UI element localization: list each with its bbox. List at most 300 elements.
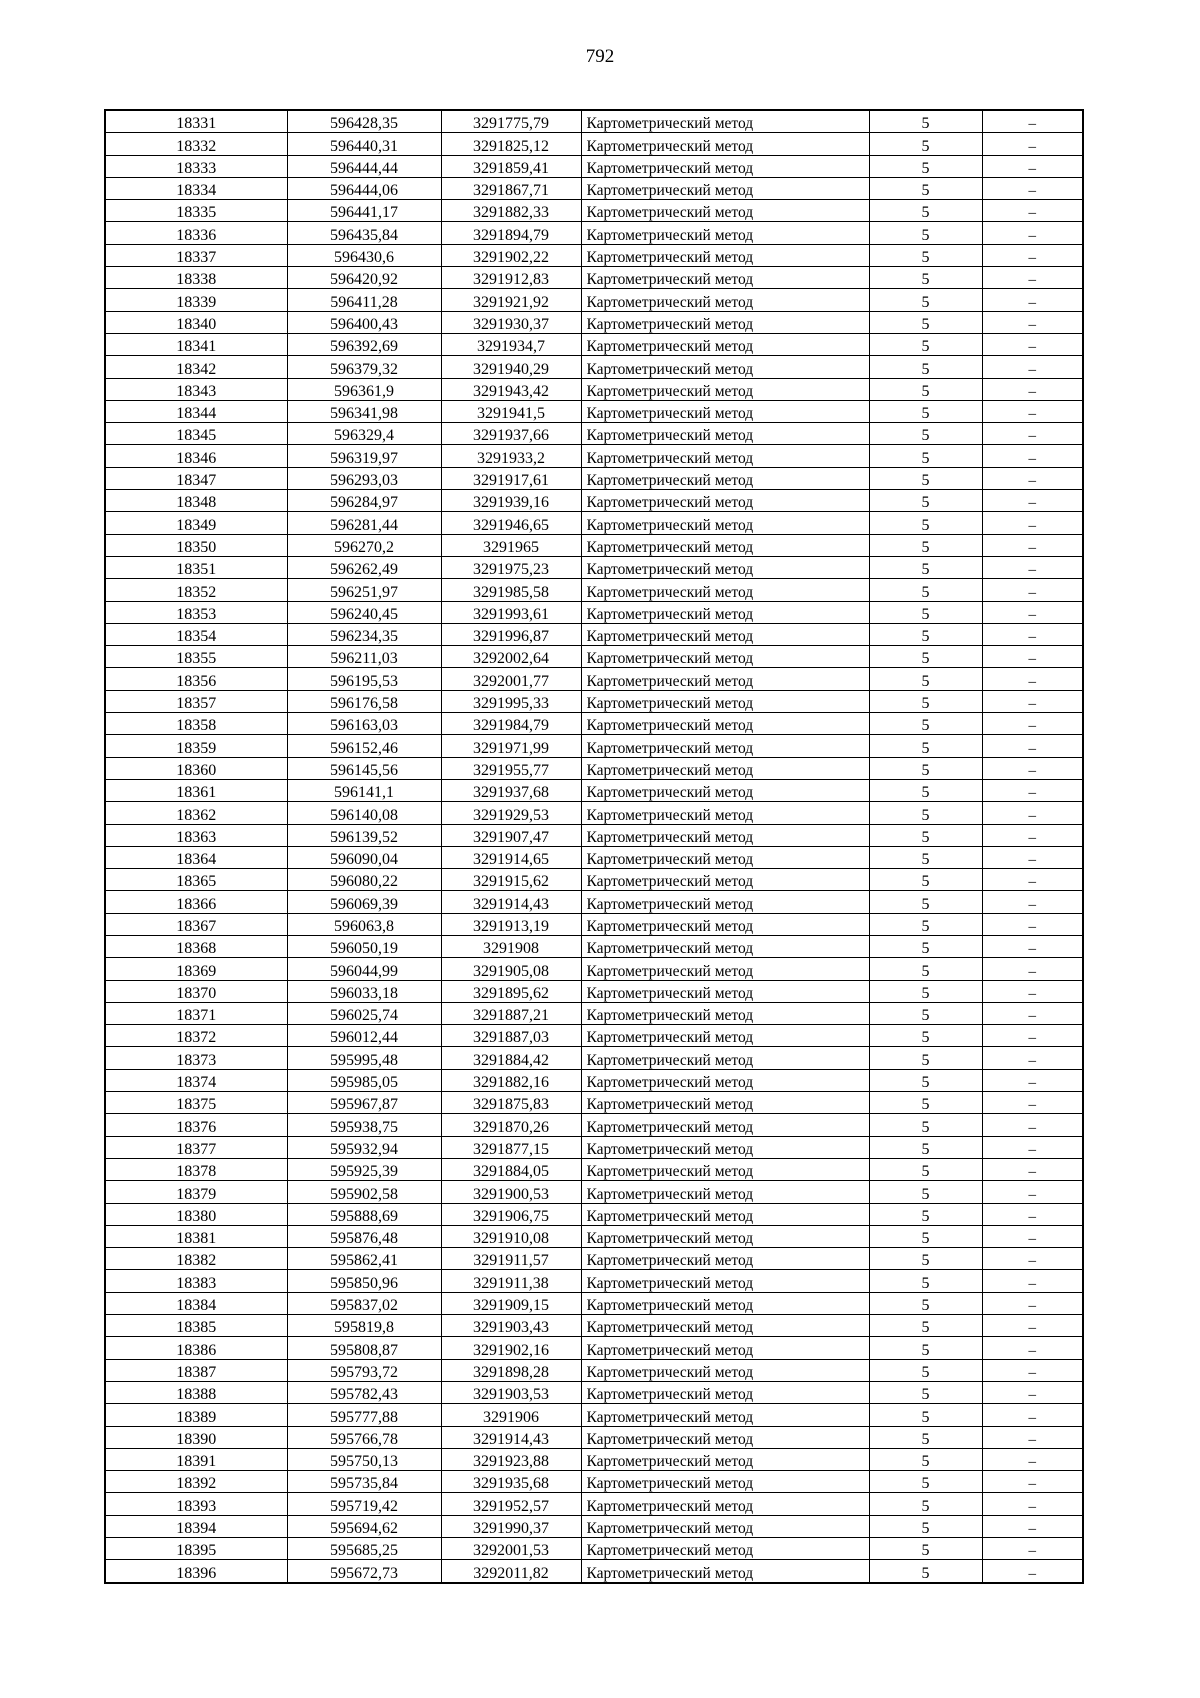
table-row (105, 177, 1083, 199)
y-coordinate-cell: 3291905,08 (441, 958, 581, 980)
y-coordinate-cell: 3291870,26 (441, 1114, 581, 1136)
accuracy-cell: 5 (869, 1114, 982, 1136)
point-number-cell: 18341 (105, 333, 287, 355)
y-coordinate-cell: 3291914,43 (441, 891, 581, 913)
table-row (105, 400, 1083, 422)
x-coordinate-cell: 596284,97 (287, 490, 441, 512)
x-coordinate-cell: 596012,44 (287, 1025, 441, 1047)
point-number-cell: 18334 (105, 177, 287, 199)
point-number-cell: 18376 (105, 1114, 287, 1136)
y-coordinate-cell: 3291900,53 (441, 1181, 581, 1203)
accuracy-cell: 5 (869, 646, 982, 668)
note-cell: – (982, 579, 1083, 601)
y-coordinate-cell: 3291993,61 (441, 601, 581, 623)
x-coordinate-cell: 596211,03 (287, 646, 441, 668)
point-number-cell: 18342 (105, 356, 287, 378)
table-row (105, 155, 1083, 177)
x-coordinate-cell: 596444,06 (287, 177, 441, 199)
method-cell: Картометрический метод (581, 445, 869, 467)
y-coordinate-cell: 3291996,87 (441, 623, 581, 645)
note-cell: – (982, 1047, 1083, 1069)
accuracy-cell: 5 (869, 1002, 982, 1024)
table-row (105, 623, 1083, 645)
method-cell: Картометрический метод (581, 177, 869, 199)
note-cell: – (982, 713, 1083, 735)
table-row (105, 1448, 1083, 1470)
note-cell: – (982, 534, 1083, 556)
y-coordinate-cell: 3291937,66 (441, 423, 581, 445)
table-row (105, 267, 1083, 289)
y-coordinate-cell: 3291895,62 (441, 980, 581, 1002)
note-cell: – (982, 958, 1083, 980)
point-number-cell: 18367 (105, 913, 287, 935)
x-coordinate-cell: 596176,58 (287, 690, 441, 712)
table-row (105, 222, 1083, 244)
note-cell: – (982, 935, 1083, 957)
note-cell: – (982, 222, 1083, 244)
accuracy-cell: 5 (869, 1404, 982, 1426)
y-coordinate-cell: 3291859,41 (441, 155, 581, 177)
table-row (105, 735, 1083, 757)
accuracy-cell: 5 (869, 980, 982, 1002)
table-row (105, 1515, 1083, 1537)
table-row (105, 958, 1083, 980)
note-cell: – (982, 1203, 1083, 1225)
accuracy-cell: 5 (869, 311, 982, 333)
method-cell: Картометрический метод (581, 1136, 869, 1158)
method-cell: Картометрический метод (581, 1092, 869, 1114)
table-row (105, 1225, 1083, 1247)
accuracy-cell: 5 (869, 846, 982, 868)
y-coordinate-cell: 3291943,42 (441, 378, 581, 400)
x-coordinate-cell: 595985,05 (287, 1069, 441, 1091)
point-number-cell: 18363 (105, 824, 287, 846)
method-cell: Картометрический метод (581, 869, 869, 891)
table-row (105, 1560, 1083, 1583)
note-cell: – (982, 1493, 1083, 1515)
table-row (105, 980, 1083, 1002)
point-number-cell: 18359 (105, 735, 287, 757)
note-cell: – (982, 1002, 1083, 1024)
x-coordinate-cell: 596152,46 (287, 735, 441, 757)
accuracy-cell: 5 (869, 400, 982, 422)
method-cell: Картометрический метод (581, 1203, 869, 1225)
note-cell: – (982, 1114, 1083, 1136)
note-cell: – (982, 1315, 1083, 1337)
point-number-cell: 18360 (105, 757, 287, 779)
method-cell: Картометрический метод (581, 467, 869, 489)
accuracy-cell: 5 (869, 891, 982, 913)
x-coordinate-cell: 595967,87 (287, 1092, 441, 1114)
accuracy-cell: 5 (869, 1381, 982, 1403)
x-coordinate-cell: 595932,94 (287, 1136, 441, 1158)
note-cell: – (982, 1069, 1083, 1091)
table-row (105, 1025, 1083, 1047)
table-row (105, 1471, 1083, 1493)
y-coordinate-cell: 3291995,33 (441, 690, 581, 712)
method-cell: Картометрический метод (581, 1047, 869, 1069)
x-coordinate-cell: 596090,04 (287, 846, 441, 868)
x-coordinate-cell: 595694,62 (287, 1515, 441, 1537)
accuracy-cell: 5 (869, 779, 982, 801)
x-coordinate-cell: 596141,1 (287, 779, 441, 801)
y-coordinate-cell: 3291884,42 (441, 1047, 581, 1069)
x-coordinate-cell: 596361,9 (287, 378, 441, 400)
table-row (105, 1493, 1083, 1515)
x-coordinate-cell: 596050,19 (287, 935, 441, 957)
y-coordinate-cell: 3292002,64 (441, 646, 581, 668)
point-number-cell: 18337 (105, 244, 287, 266)
y-coordinate-cell: 3291894,79 (441, 222, 581, 244)
x-coordinate-cell: 596069,39 (287, 891, 441, 913)
point-number-cell: 18356 (105, 668, 287, 690)
point-number-cell: 18384 (105, 1292, 287, 1314)
x-coordinate-cell: 596063,8 (287, 913, 441, 935)
x-coordinate-cell: 596281,44 (287, 512, 441, 534)
accuracy-cell: 5 (869, 445, 982, 467)
y-coordinate-cell: 3291825,12 (441, 133, 581, 155)
table-row (105, 1114, 1083, 1136)
accuracy-cell: 5 (869, 1359, 982, 1381)
table-row (105, 200, 1083, 222)
x-coordinate-cell: 595672,73 (287, 1560, 441, 1583)
method-cell: Картометрический метод (581, 1002, 869, 1024)
accuracy-cell: 5 (869, 1270, 982, 1292)
x-coordinate-cell: 595888,69 (287, 1203, 441, 1225)
method-cell: Картометрический метод (581, 200, 869, 222)
x-coordinate-cell: 595735,84 (287, 1471, 441, 1493)
y-coordinate-cell: 3291934,7 (441, 333, 581, 355)
note-cell: – (982, 1092, 1083, 1114)
table-row (105, 490, 1083, 512)
x-coordinate-cell: 596145,56 (287, 757, 441, 779)
method-cell: Картометрический метод (581, 1448, 869, 1470)
point-number-cell: 18396 (105, 1560, 287, 1583)
method-cell: Картометрический метод (581, 646, 869, 668)
accuracy-cell: 5 (869, 1248, 982, 1270)
method-cell: Картометрический метод (581, 735, 869, 757)
x-coordinate-cell: 596195,53 (287, 668, 441, 690)
point-number-cell: 18347 (105, 467, 287, 489)
accuracy-cell: 5 (869, 802, 982, 824)
table-row (105, 1158, 1083, 1180)
y-coordinate-cell: 3291877,15 (441, 1136, 581, 1158)
point-number-cell: 18339 (105, 289, 287, 311)
coordinates-table-body (105, 110, 1083, 1583)
note-cell: – (982, 1158, 1083, 1180)
point-number-cell: 18343 (105, 378, 287, 400)
x-coordinate-cell: 596392,69 (287, 333, 441, 355)
y-coordinate-cell: 3291965 (441, 534, 581, 556)
point-number-cell: 18351 (105, 556, 287, 578)
method-cell: Картометрический метод (581, 779, 869, 801)
y-coordinate-cell: 3291909,15 (441, 1292, 581, 1314)
method-cell: Картометрический метод (581, 668, 869, 690)
point-number-cell: 18340 (105, 311, 287, 333)
point-number-cell: 18392 (105, 1471, 287, 1493)
accuracy-cell: 5 (869, 1203, 982, 1225)
method-cell: Картометрический метод (581, 690, 869, 712)
method-cell: Картометрический метод (581, 1270, 869, 1292)
method-cell: Картометрический метод (581, 757, 869, 779)
y-coordinate-cell: 3291912,83 (441, 267, 581, 289)
y-coordinate-cell: 3291906,75 (441, 1203, 581, 1225)
table-row (105, 1203, 1083, 1225)
note-cell: – (982, 267, 1083, 289)
y-coordinate-cell: 3291930,37 (441, 311, 581, 333)
method-cell: Картометрический метод (581, 1471, 869, 1493)
y-coordinate-cell: 3291884,05 (441, 1158, 581, 1180)
note-cell: – (982, 289, 1083, 311)
accuracy-cell: 5 (869, 1538, 982, 1560)
method-cell: Картометрический метод (581, 1515, 869, 1537)
x-coordinate-cell: 595938,75 (287, 1114, 441, 1136)
table-row (105, 110, 1083, 133)
point-number-cell: 18362 (105, 802, 287, 824)
point-number-cell: 18369 (105, 958, 287, 980)
method-cell: Картометрический метод (581, 222, 869, 244)
note-cell: – (982, 244, 1083, 266)
method-cell: Картометрический метод (581, 1292, 869, 1314)
x-coordinate-cell: 596139,52 (287, 824, 441, 846)
note-cell: – (982, 490, 1083, 512)
y-coordinate-cell: 3291952,57 (441, 1493, 581, 1515)
method-cell: Картометрический метод (581, 1181, 869, 1203)
point-number-cell: 18388 (105, 1381, 287, 1403)
accuracy-cell: 5 (869, 423, 982, 445)
note-cell: – (982, 311, 1083, 333)
note-cell: – (982, 1515, 1083, 1537)
point-number-cell: 18338 (105, 267, 287, 289)
point-number-cell: 18380 (105, 1203, 287, 1225)
note-cell: – (982, 155, 1083, 177)
y-coordinate-cell: 3291898,28 (441, 1359, 581, 1381)
point-number-cell: 18357 (105, 690, 287, 712)
accuracy-cell: 5 (869, 1292, 982, 1314)
table-row (105, 713, 1083, 735)
method-cell: Картометрический метод (581, 1359, 869, 1381)
x-coordinate-cell: 595850,96 (287, 1270, 441, 1292)
note-cell: – (982, 779, 1083, 801)
y-coordinate-cell: 3291867,71 (441, 177, 581, 199)
note-cell: – (982, 1337, 1083, 1359)
y-coordinate-cell: 3291907,47 (441, 824, 581, 846)
method-cell: Картометрический метод (581, 155, 869, 177)
y-coordinate-cell: 3291985,58 (441, 579, 581, 601)
table-row (105, 1381, 1083, 1403)
x-coordinate-cell: 595837,02 (287, 1292, 441, 1314)
y-coordinate-cell: 3291929,53 (441, 802, 581, 824)
accuracy-cell: 5 (869, 200, 982, 222)
method-cell: Картометрический метод (581, 1381, 869, 1403)
y-coordinate-cell: 3291775,79 (441, 110, 581, 133)
accuracy-cell: 5 (869, 244, 982, 266)
point-number-cell: 18379 (105, 1181, 287, 1203)
y-coordinate-cell: 3291971,99 (441, 735, 581, 757)
y-coordinate-cell: 3292001,53 (441, 1538, 581, 1560)
note-cell: – (982, 601, 1083, 623)
table-row (105, 935, 1083, 957)
point-number-cell: 18345 (105, 423, 287, 445)
y-coordinate-cell: 3291975,23 (441, 556, 581, 578)
note-cell: – (982, 735, 1083, 757)
accuracy-cell: 5 (869, 1426, 982, 1448)
accuracy-cell: 5 (869, 1025, 982, 1047)
method-cell: Картометрический метод (581, 1315, 869, 1337)
x-coordinate-cell: 595819,8 (287, 1315, 441, 1337)
method-cell: Картометрический метод (581, 1337, 869, 1359)
accuracy-cell: 5 (869, 1560, 982, 1583)
point-number-cell: 18364 (105, 846, 287, 868)
table-row (105, 1092, 1083, 1114)
table-row (105, 579, 1083, 601)
table-row (105, 244, 1083, 266)
x-coordinate-cell: 596163,03 (287, 713, 441, 735)
accuracy-cell: 5 (869, 1181, 982, 1203)
accuracy-cell: 5 (869, 333, 982, 355)
method-cell: Картометрический метод (581, 289, 869, 311)
x-coordinate-cell: 595902,58 (287, 1181, 441, 1203)
table-row (105, 1069, 1083, 1091)
x-coordinate-cell: 596240,45 (287, 601, 441, 623)
accuracy-cell: 5 (869, 512, 982, 534)
point-number-cell: 18390 (105, 1426, 287, 1448)
method-cell: Картометрический метод (581, 891, 869, 913)
note-cell: – (982, 556, 1083, 578)
x-coordinate-cell: 596293,03 (287, 467, 441, 489)
point-number-cell: 18395 (105, 1538, 287, 1560)
table-row (105, 846, 1083, 868)
note-cell: – (982, 1381, 1083, 1403)
point-number-cell: 18394 (105, 1515, 287, 1537)
method-cell: Картометрический метод (581, 311, 869, 333)
table-row (105, 512, 1083, 534)
y-coordinate-cell: 3291940,29 (441, 356, 581, 378)
note-cell: – (982, 133, 1083, 155)
method-cell: Картометрический метод (581, 133, 869, 155)
x-coordinate-cell: 596341,98 (287, 400, 441, 422)
x-coordinate-cell: 595750,13 (287, 1448, 441, 1470)
accuracy-cell: 5 (869, 289, 982, 311)
table-row (105, 1047, 1083, 1069)
table-row (105, 913, 1083, 935)
x-coordinate-cell: 596319,97 (287, 445, 441, 467)
point-number-cell: 18350 (105, 534, 287, 556)
point-number-cell: 18393 (105, 1493, 287, 1515)
accuracy-cell: 5 (869, 1069, 982, 1091)
method-cell: Картометрический метод (581, 1538, 869, 1560)
accuracy-cell: 5 (869, 133, 982, 155)
y-coordinate-cell: 3291933,2 (441, 445, 581, 467)
accuracy-cell: 5 (869, 1337, 982, 1359)
table-row (105, 779, 1083, 801)
note-cell: – (982, 378, 1083, 400)
accuracy-cell: 5 (869, 1515, 982, 1537)
method-cell: Картометрический метод (581, 1114, 869, 1136)
point-number-cell: 18331 (105, 110, 287, 133)
x-coordinate-cell: 596440,31 (287, 133, 441, 155)
note-cell: – (982, 646, 1083, 668)
y-coordinate-cell: 3291946,65 (441, 512, 581, 534)
table-row (105, 1538, 1083, 1560)
method-cell: Картометрический метод (581, 333, 869, 355)
note-cell: – (982, 757, 1083, 779)
point-number-cell: 18370 (105, 980, 287, 1002)
table-row (105, 802, 1083, 824)
method-cell: Картометрический метод (581, 1426, 869, 1448)
point-number-cell: 18374 (105, 1069, 287, 1091)
table-row (105, 1270, 1083, 1292)
note-cell: – (982, 1560, 1083, 1583)
page-number: 792 (585, 46, 615, 67)
table-row (105, 133, 1083, 155)
x-coordinate-cell: 595719,42 (287, 1493, 441, 1515)
method-cell: Картометрический метод (581, 267, 869, 289)
x-coordinate-cell: 596234,35 (287, 623, 441, 645)
method-cell: Картометрический метод (581, 1225, 869, 1247)
point-number-cell: 18348 (105, 490, 287, 512)
x-coordinate-cell: 596441,17 (287, 200, 441, 222)
table-row (105, 311, 1083, 333)
method-cell: Картометрический метод (581, 1404, 869, 1426)
x-coordinate-cell: 596080,22 (287, 869, 441, 891)
y-coordinate-cell: 3291903,43 (441, 1315, 581, 1337)
accuracy-cell: 5 (869, 267, 982, 289)
y-coordinate-cell: 3291882,16 (441, 1069, 581, 1091)
y-coordinate-cell: 3291955,77 (441, 757, 581, 779)
method-cell: Картометрический метод (581, 512, 869, 534)
y-coordinate-cell: 3291935,68 (441, 1471, 581, 1493)
y-coordinate-cell: 3291913,19 (441, 913, 581, 935)
table-row (105, 869, 1083, 891)
note-cell: – (982, 980, 1083, 1002)
method-cell: Картометрический метод (581, 802, 869, 824)
x-coordinate-cell: 596251,97 (287, 579, 441, 601)
table-row (105, 534, 1083, 556)
table-row (105, 1404, 1083, 1426)
table-row (105, 1426, 1083, 1448)
accuracy-cell: 5 (869, 623, 982, 645)
table-row (105, 1292, 1083, 1314)
point-number-cell: 18365 (105, 869, 287, 891)
x-coordinate-cell: 596033,18 (287, 980, 441, 1002)
accuracy-cell: 5 (869, 110, 982, 133)
x-coordinate-cell: 595782,43 (287, 1381, 441, 1403)
table-row (105, 646, 1083, 668)
y-coordinate-cell: 3292001,77 (441, 668, 581, 690)
point-number-cell: 18349 (105, 512, 287, 534)
note-cell: – (982, 333, 1083, 355)
table-row (105, 891, 1083, 913)
note-cell: – (982, 512, 1083, 534)
y-coordinate-cell: 3292011,82 (441, 1560, 581, 1583)
accuracy-cell: 5 (869, 1493, 982, 1515)
note-cell: – (982, 467, 1083, 489)
method-cell: Картометрический метод (581, 935, 869, 957)
method-cell: Картометрический метод (581, 846, 869, 868)
y-coordinate-cell: 3291939,16 (441, 490, 581, 512)
y-coordinate-cell: 3291887,03 (441, 1025, 581, 1047)
note-cell: – (982, 1448, 1083, 1470)
accuracy-cell: 5 (869, 690, 982, 712)
method-cell: Картометрический метод (581, 913, 869, 935)
note-cell: – (982, 668, 1083, 690)
y-coordinate-cell: 3291911,57 (441, 1248, 581, 1270)
note-cell: – (982, 423, 1083, 445)
accuracy-cell: 5 (869, 824, 982, 846)
point-number-cell: 18377 (105, 1136, 287, 1158)
note-cell: – (982, 1292, 1083, 1314)
